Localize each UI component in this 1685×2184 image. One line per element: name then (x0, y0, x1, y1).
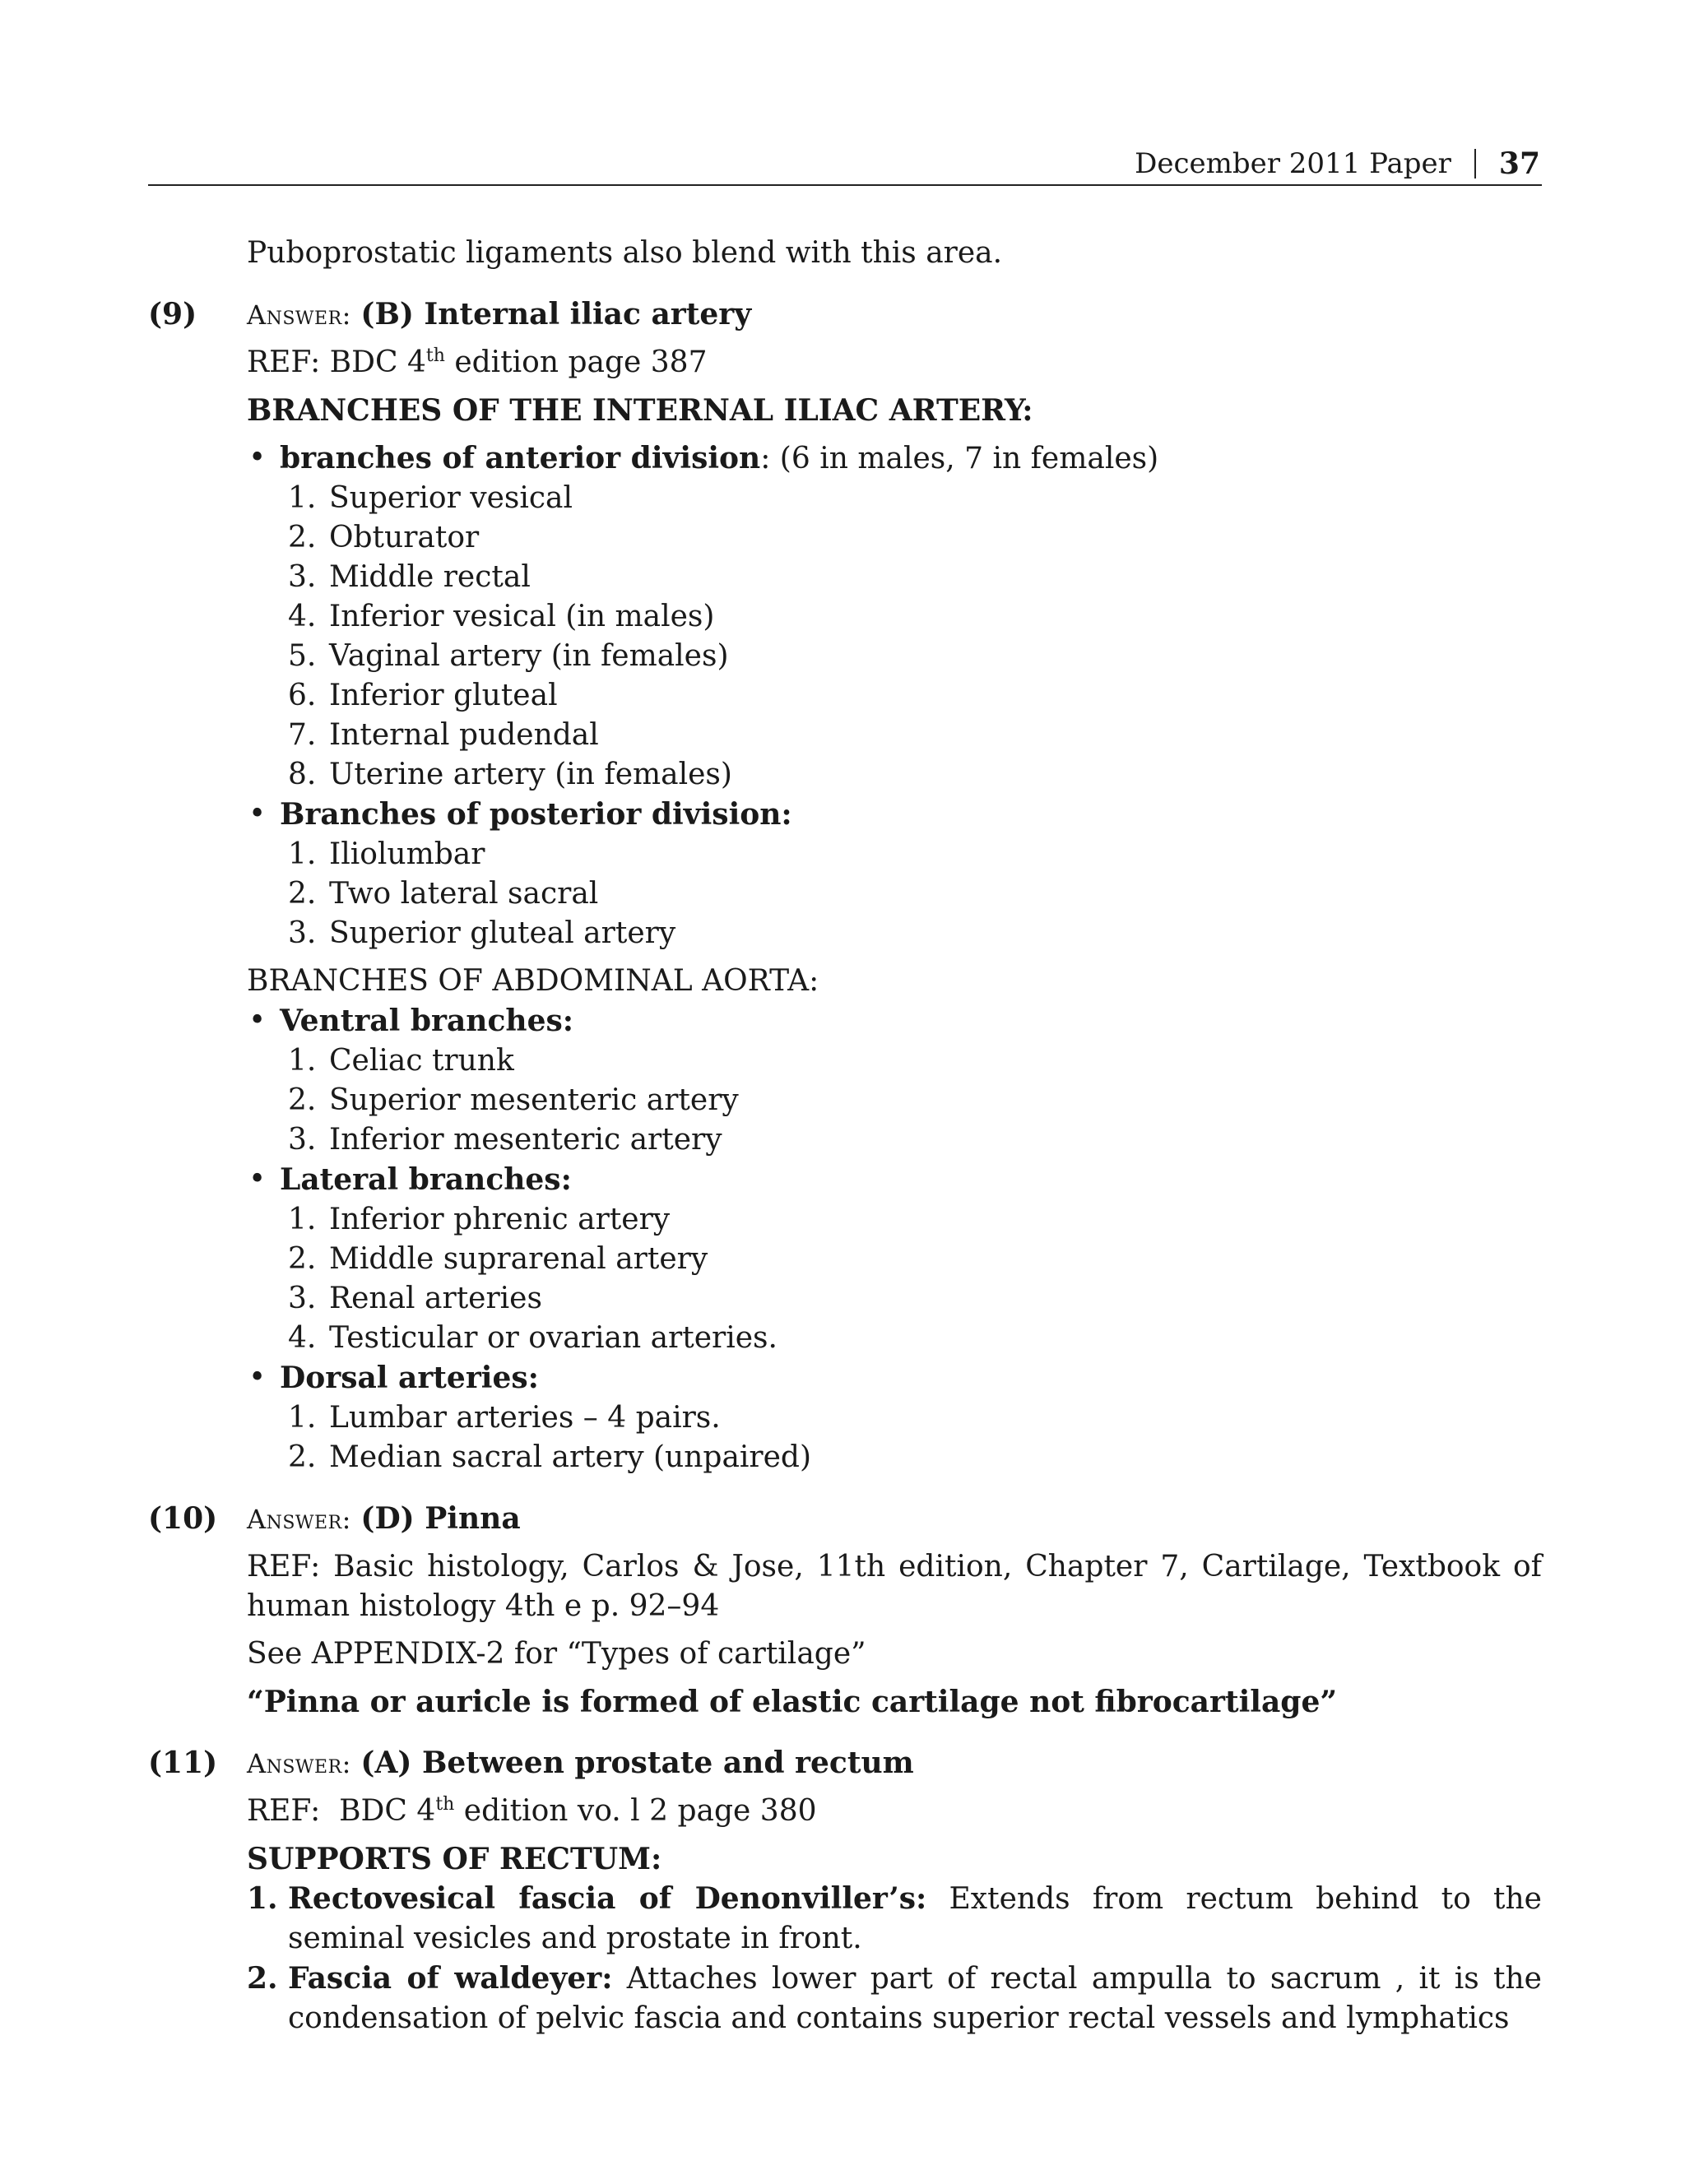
header-separator (1474, 149, 1476, 179)
bullet-text: : (6 in males, 7 in females) (760, 442, 1159, 475)
supports-list (247, 1879, 1542, 2038)
list-item: 1. Iliolumbar (288, 837, 485, 871)
list-item: 7. Internal pudendal (288, 718, 599, 752)
list-item: 8. Uterine artery (in females) (288, 758, 732, 791)
list-item: 5. Vaginal artery (in females) (288, 639, 729, 673)
bullet-icon: • (248, 1004, 267, 1037)
intro-line: Puboprostatic ligaments also blend with this area. (247, 236, 1003, 270)
list-item: 3. Renal arteries (288, 1282, 542, 1315)
bullet-icon: • (248, 441, 267, 475)
bullet-heading: Lateral branches: (280, 1162, 572, 1197)
bullet-icon: • (248, 1162, 267, 1196)
answer-line (247, 1743, 1542, 1783)
bullet-dorsal (247, 1358, 1542, 1398)
list-item: 6. Inferior gluteal (288, 679, 558, 712)
bullet-posterior (247, 795, 1542, 835)
answer-line (247, 294, 1542, 335)
list-item (247, 1879, 1542, 1959)
question-number: (11) (148, 1746, 218, 1780)
ref-text: REF: BDC 4 (247, 1794, 436, 1828)
item-heading: Fascia of waldeyer: (288, 1961, 613, 1996)
aorta-list (247, 1001, 1542, 1477)
list-item: 1. Lumbar arteries – 4 pairs. (288, 1401, 721, 1435)
internal-iliac-list (247, 438, 1542, 953)
question-9 (148, 294, 1542, 1477)
page-number: 37 (1498, 146, 1540, 181)
bullet-heading: branches of anterior division (280, 441, 761, 475)
answer-text: (D) Pinna (360, 1501, 521, 1536)
answer-label: Answer: (247, 299, 351, 331)
list-item: 3. Inferior mesenteric artery (288, 1123, 722, 1157)
see-appendix: See APPENDIX-2 for “Types of cartilage” (247, 1637, 866, 1671)
bullet-heading: Branches of posterior division: (280, 797, 792, 832)
ref-text: REF: BDC 4 (247, 345, 426, 379)
bullet-anterior (247, 438, 1542, 479)
reference-line (247, 343, 1542, 383)
list-item: 4. Testicular or ovarian arteries. (288, 1321, 778, 1355)
answer-line (247, 1499, 1542, 1539)
list-item: 3. Middle rectal (288, 560, 531, 594)
item-number: 1. (247, 1881, 278, 1916)
item-heading: Rectovesical fascia of Denonviller’s: (288, 1881, 927, 1916)
bullet-icon: • (248, 1361, 267, 1394)
page-content (148, 234, 1542, 2038)
ref-superscript: th (425, 345, 445, 366)
list-item: 3. Superior gluteal artery (288, 916, 676, 950)
key-quote: “Pinna or auricle is formed of elastic cartilage not fibrocartilage” (247, 1685, 1338, 1719)
ref-text-end: edition vo. l 2 page 380 (454, 1794, 817, 1828)
ref-superscript: th (435, 1794, 455, 1815)
ref-text-end: edition page 387 (444, 345, 708, 379)
reference-line: REF: Basic histology, Carlos & Jose, 11th edition, Chapter 7, Cartilage, Textbook of human histology 4th e p. 92–94 (247, 1550, 1542, 1623)
section-heading: BRANCHES OF THE INTERNAL ILIAC ARTERY: (247, 393, 1033, 428)
anterior-items (247, 479, 1542, 795)
bullet-lateral (247, 1160, 1542, 1200)
question-number: (10) (148, 1501, 218, 1536)
list-item: 1. Inferior phrenic artery (288, 1203, 671, 1236)
answer-text: (B) Internal iliac artery (360, 297, 752, 332)
bullet-ventral (247, 1001, 1542, 1041)
bullet-heading: Dorsal arteries: (280, 1361, 539, 1395)
header-title: December 2011 Paper (1135, 147, 1451, 180)
section-heading: SUPPORTS OF RECTUM: (247, 1842, 662, 1876)
posterior-items (247, 835, 1542, 953)
running-header (148, 146, 1542, 186)
question-11 (148, 1743, 1542, 2038)
question-10 (148, 1499, 1542, 1722)
list-item: 2. Two lateral sacral (288, 877, 599, 911)
answer-text: (A) Between prostate and rectum (360, 1746, 914, 1780)
list-item (247, 1959, 1542, 2038)
item-text: Extends from rectum behind to the seminal vesicles and prostate in front. (288, 1882, 1542, 1955)
list-item: 1. Superior vesical (288, 481, 573, 515)
list-item: 2. Middle suprarenal artery (288, 1242, 708, 1276)
list-item: 2. Obturator (288, 521, 480, 554)
bullet-icon: • (248, 797, 267, 831)
bullet-heading: Ventral branches: (280, 1004, 574, 1038)
question-number: (9) (148, 297, 197, 332)
list-item: 2. Superior mesenteric artery (288, 1083, 739, 1117)
answer-label: Answer: (247, 1504, 351, 1535)
list-item: 2. Median sacral artery (unpaired) (288, 1440, 812, 1474)
aorta-heading: BRANCHES OF ABDOMINAL AORTA: (247, 964, 819, 998)
list-item: 4. Inferior vesical (in males) (288, 600, 715, 633)
item-text: Attaches lower part of rectal ampulla to sacrum , it is the condensation of pelvic fascia and contains superior rectal vessels and lymphatics (288, 1962, 1542, 2035)
list-item: 1. Celiac trunk (288, 1044, 514, 1078)
answer-label: Answer: (247, 1748, 351, 1779)
reference-line (247, 1792, 1542, 1831)
item-number: 2. (247, 1961, 278, 1996)
